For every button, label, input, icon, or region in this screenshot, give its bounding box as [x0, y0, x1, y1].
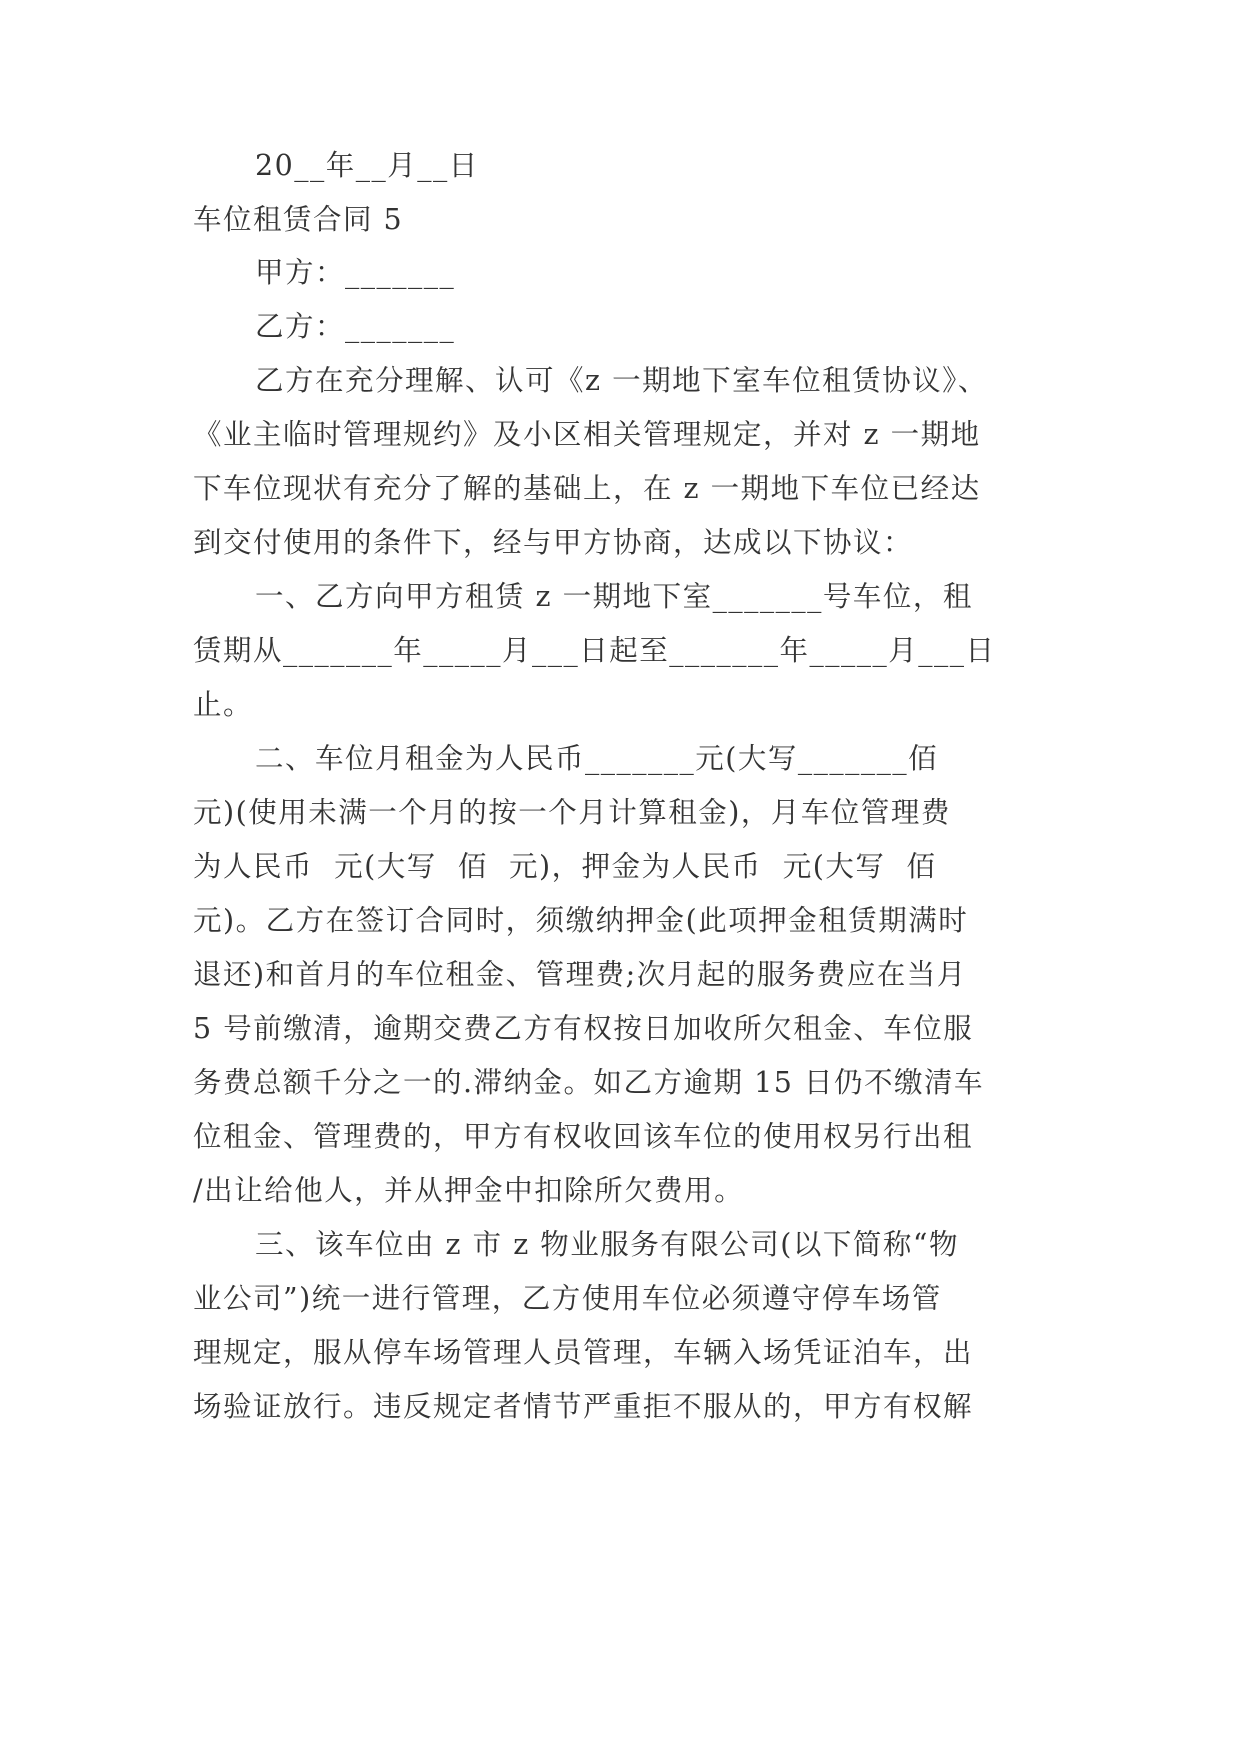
clause-1-line: 一、乙方向甲方租赁 z 一期地下室_______号车位，租	[255, 580, 973, 613]
preamble-line: 到交付使用的条件下，经与甲方协商，达成以下协议：	[193, 526, 914, 559]
contract-title: 车位租赁合同 5	[193, 203, 404, 236]
clause-3-line: 业公司”)统一进行管理，乙方使用车位必须遵守停车场管	[193, 1282, 942, 1315]
party-a-line: 甲方：_______	[255, 256, 456, 289]
clause-3-line: 理规定，服从停车场管理人员管理，车辆入场凭证泊车，出	[193, 1336, 974, 1369]
clause-2-line: 5 号前缴清，逾期交费乙方有权按日加收所欠租金、车位服	[193, 1012, 974, 1045]
preamble-line: 乙方在充分理解、认可《z 一期地下室车位租赁协议》、	[255, 364, 988, 397]
preamble-line: 《业主临时管理规约》及小区相关管理规定，并对 z 一期地	[193, 418, 981, 451]
clause-2-line: 元)。乙方在签订合同时，须缴纳押金(此项押金租赁期满时	[193, 904, 969, 937]
clause-2-line: 元)(使用未满一个月的按一个月计算租金)，月车位管理费	[193, 796, 951, 829]
clause-3-line: 三、该车位由 z 市 z 物业服务有限公司(以下简称“物	[255, 1228, 959, 1261]
clause-2-line: /出让给他人，并从押金中扣除所欠费用。	[193, 1174, 745, 1207]
clause-1-line: 赁期从_______年_____月___日起至_______年_____月___日	[193, 634, 996, 667]
clause-1-line: 止。	[193, 688, 254, 721]
clause-2-line: 二、车位月租金为人民币_______元(大写_______佰	[255, 742, 939, 775]
preamble-line: 下车位现状有充分了解的基础上，在 z 一期地下车位已经达	[193, 472, 981, 505]
clause-2-line: 务费总额千分之一的.滞纳金。如乙方逾期 15 日仍不缴清车	[193, 1066, 984, 1099]
clause-2-line: 位租金、管理费的，甲方有权收回该车位的使用权另行出租	[193, 1120, 974, 1153]
clause-2-line: 退还)和首月的车位租金、管理费;次月起的服务费应在当月	[193, 958, 967, 991]
clause-2-line: 为人民币 元(大写 佰 元)，押金为人民币 元(大写 佰	[193, 850, 937, 883]
date-line: 20__年__月__日	[255, 149, 479, 182]
document-page	[193, 0, 1050, 1754]
party-b-line: 乙方：_______	[255, 310, 456, 343]
clause-3-line: 场验证放行。违反规定者情节严重拒不服从的，甲方有权解	[193, 1390, 974, 1423]
